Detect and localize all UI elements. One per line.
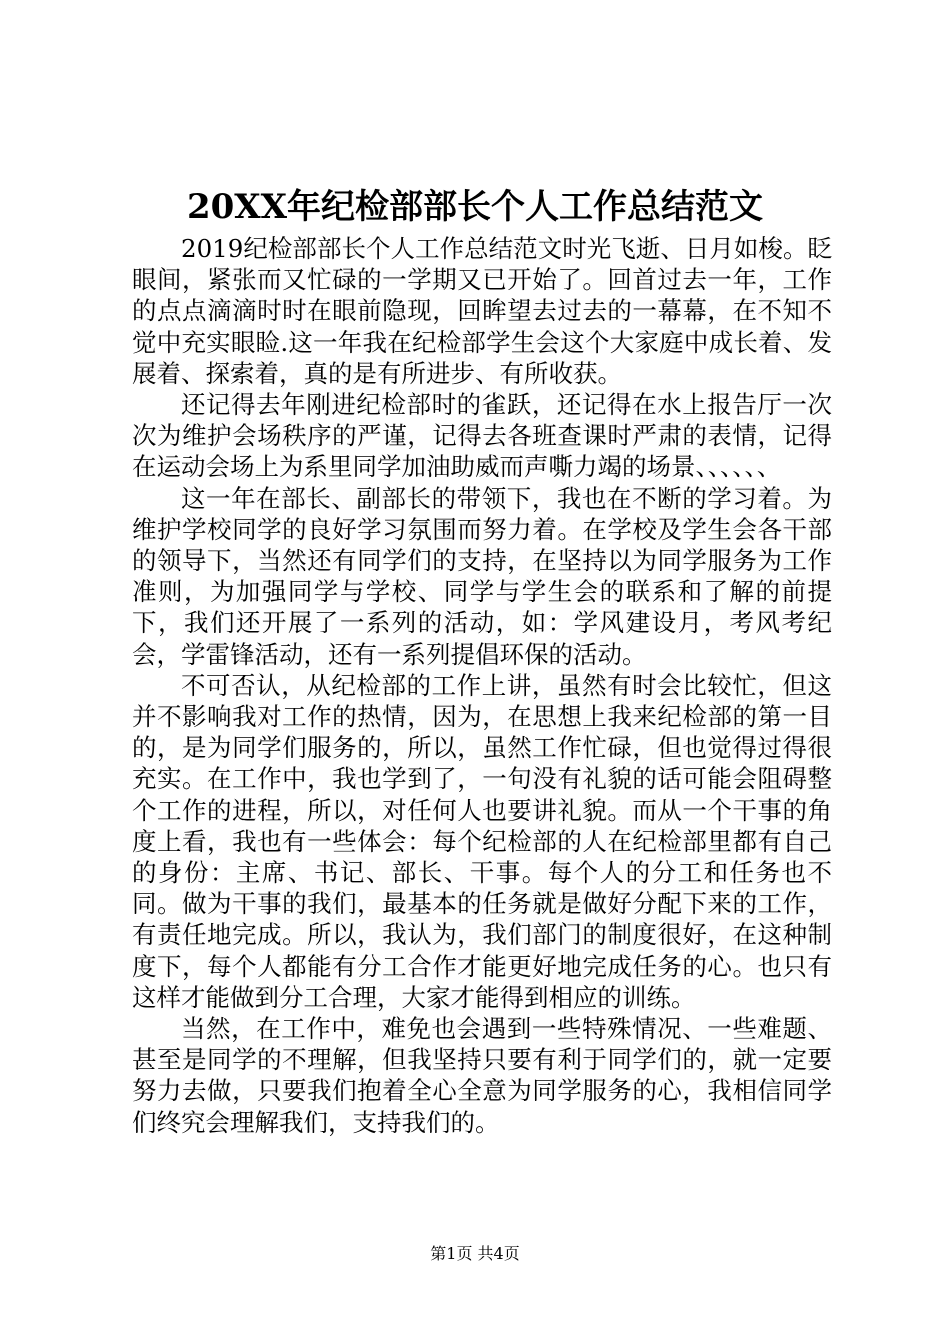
document-body	[132, 233, 832, 1138]
document-title: 20XX年纪检部部长个人工作总结范文	[186, 187, 764, 227]
paragraph-2: 还记得去年刚进纪检部时的雀跃，还记得在水上报告厅一次次为维护会场秩序的严谨，记得去各班查课时严肃的表情，记得在运动会场上为系里同学加油助威而声嘶力竭的场景、、、、、、	[132, 390, 832, 482]
page-number-footer: 第1页 共4页	[430, 1244, 520, 1263]
paragraph-5: 当然，在工作中，难免也会遇到一些特殊情况、一些难题、甚至是同学的不理解，但我坚持只要有利于同学们的，就一定要努力去做，只要我们抱着全心全意为同学服务的心，我相信同学们终究会理解我们，支持我们的。	[132, 1014, 832, 1137]
paragraph-3: 这一年在部长、副部长的带领下，我也在不断的学习着。为维护学校同学的良好学习氛围而努力着。在学校及学生会各干部的领导下，当然还有同学们的支持，在坚持以为同学服务为工作准则，为加强同学与学校、同学与学生会的联系和了解的前提下，我们还开展了一系列的活动，如：学风建设月，考风考纪会，学雷锋活动，还有一系列提倡环保的活动。	[132, 483, 832, 669]
paragraph-4: 不可否认，从纪检部的工作上讲，虽然有时会比较忙，但这并不影响我对工作的热情，因为，在思想上我来纪检部的第一目的，是为同学们服务的，所以，虽然工作忙碌，但也觉得过得很充实。在工作中，我也学到了，一句没有礼貌的话可能会阻碍整个工作的进程，所以，对任何人也要讲礼貌。而从一个干事的角度上看，我也有一些体会：每个纪检部的人在纪检部里都有自己的身份：主席、书记、部长、干事。每个人的分工和任务也不同。做为干事的我们，最基本的任务就是做好分配下来的工作，有责任地完成。所以，我认为，我们部门的制度很好，在这种制度下，每个人都能有分工合作才能更好地完成任务的心。也只有这样才能做到分工合理，大家才能得到相应的训练。	[132, 670, 832, 1012]
paragraph-1: 2019纪检部部长个人工作总结范文时光飞逝、日月如梭。眨眼间，紧张而又忙碌的一学期又已开始了。回首过去一年，工作的点点滴滴时时在眼前隐现，回眸望去过去的一幕幕，在不知不觉中充实眼睑.这一年我在纪检部学生会这个大家庭中成长着、发展着、探索着，真的是有所进步、有所收获。	[132, 234, 832, 388]
